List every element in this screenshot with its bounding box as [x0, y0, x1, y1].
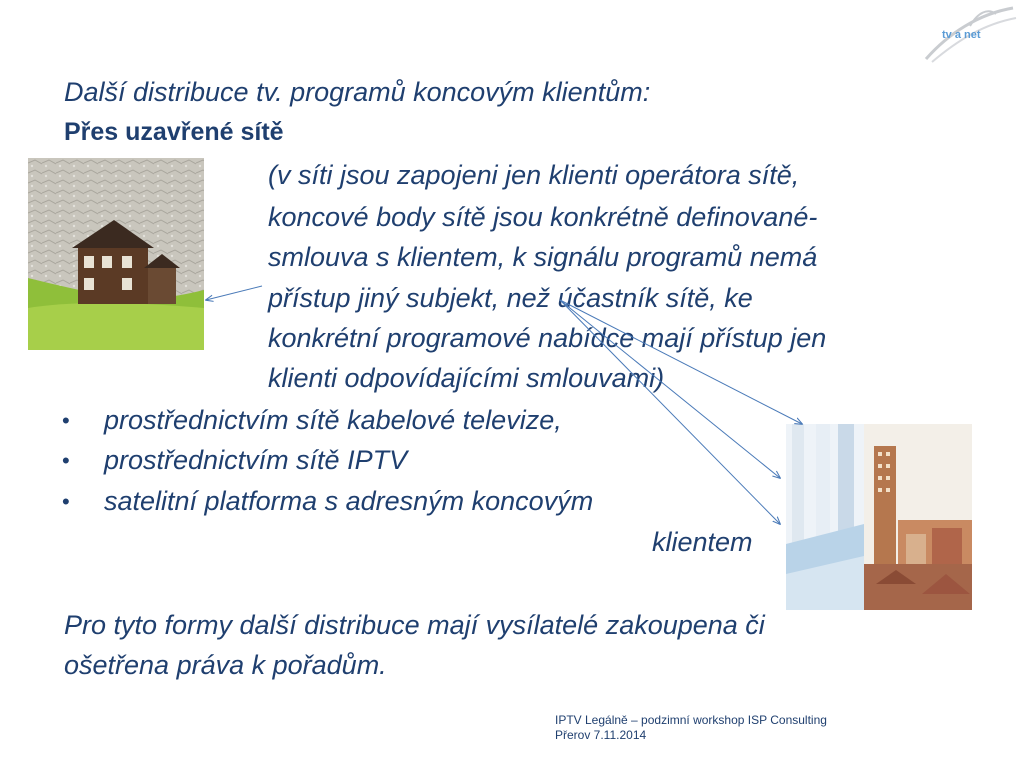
note-line: (v síti jsou zapojeni jen klienti operátora sítě,	[268, 160, 800, 190]
arrow-to-city-1	[560, 300, 802, 424]
bullet-icon: •	[62, 448, 70, 473]
bullet-item: prostřednictvím sítě IPTV	[104, 445, 408, 475]
slide-footer	[555, 713, 827, 743]
note-line: koncové body sítě jsou konkrétně definované-	[268, 202, 818, 232]
bullet-item: prostřednictvím sítě kabelové televize,	[104, 405, 562, 435]
slide-subtitle: Přes uzavřené sítě	[64, 118, 284, 146]
slide-title: Další distribuce tv. programů koncovým klientům:	[64, 77, 651, 107]
arrow-to-house	[206, 286, 262, 300]
note-line: klienti odpovídajícími smlouvami)	[268, 363, 665, 393]
note-line: přístup jiný subjekt, než účastník sítě, ke	[268, 283, 753, 313]
note-line: konkrétní programové nabídce mají přístup jen	[268, 323, 827, 353]
closing-line: ošetřena práva k pořadům.	[64, 650, 387, 680]
note-line: smlouva s klientem, k signálu programů nemá	[268, 242, 818, 272]
logo-text: tv a net	[942, 29, 981, 41]
bullet-icon: •	[62, 408, 70, 433]
arrow-to-city-2	[560, 300, 780, 478]
bullet-icon: •	[62, 489, 70, 514]
footer-line: IPTV Legálně – podzimní workshop ISP Consulting	[555, 713, 827, 727]
bullet-continuation: klientem	[652, 527, 753, 557]
arrow-to-city-3	[560, 300, 780, 524]
closing-line: Pro tyto formy další distribuce mají vysílatelé zakoupena či	[64, 610, 765, 640]
footer-line: Přerov 7.11.2014	[555, 728, 647, 742]
bullet-item: satelitní platforma s adresným koncovým	[104, 486, 594, 516]
